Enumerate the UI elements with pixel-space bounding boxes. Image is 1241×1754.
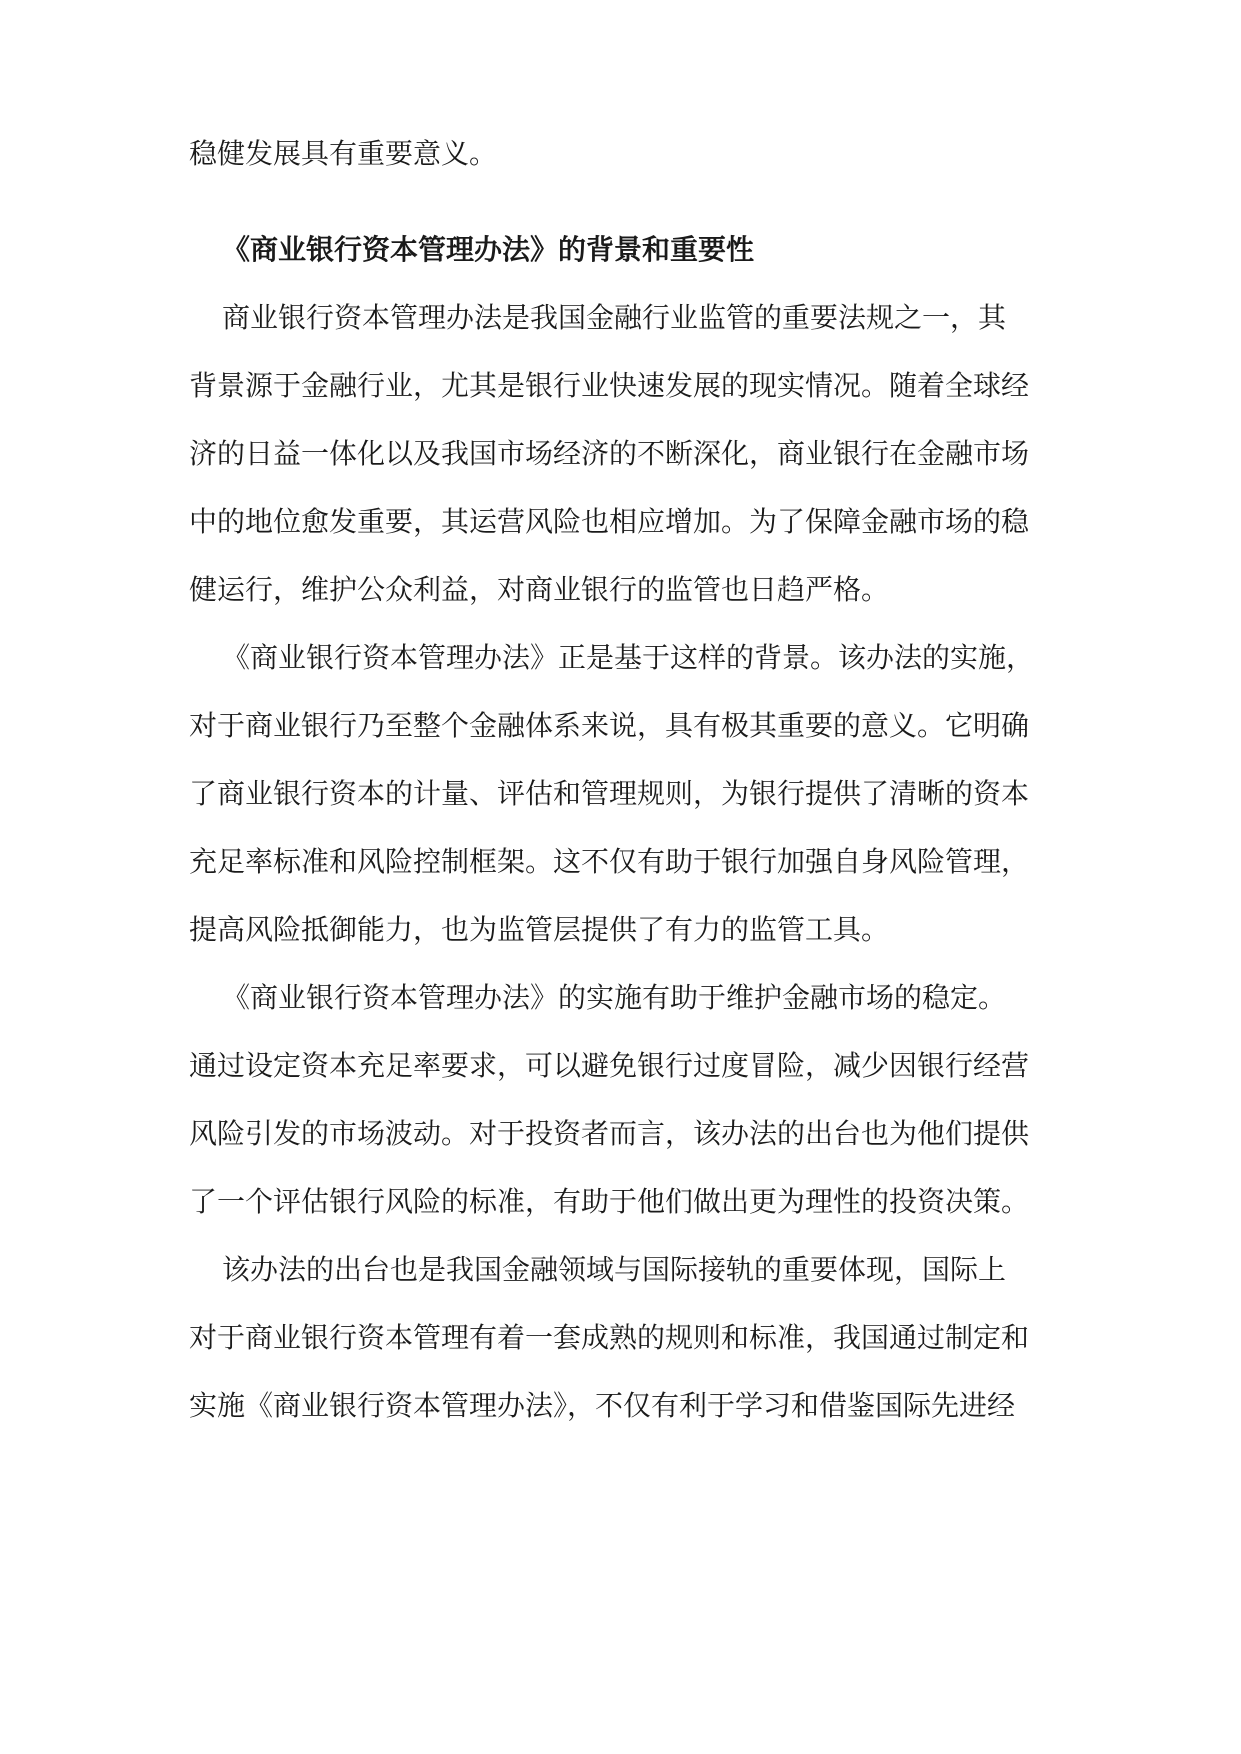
- paragraph-4-line-3: 实施《商业银行资本管理办法》，不仅有利于学习和借鉴国际先进经: [189, 1389, 1016, 1422]
- paragraph-2-line-3: 了商业银行资本的计量、评估和管理规则，为银行提供了清晰的资本: [189, 777, 1030, 810]
- paragraph-4-line-2: 对于商业银行资本管理有着一套成熟的规则和标准，我国通过制定和: [189, 1321, 1030, 1354]
- section-heading: 《商业银行资本管理办法》的背景和重要性: [222, 233, 755, 266]
- paragraph-3-line-3: 风险引发的市场波动。对于投资者而言，该办法的出台也为他们提供: [189, 1117, 1030, 1150]
- paragraph-1-line-1: 商业银行资本管理办法是我国金融行业监管的重要法规之一，其: [222, 301, 1007, 334]
- text-line-1: 稳健发展具有重要意义。: [189, 137, 498, 170]
- paragraph-1-line-5: 健运行，维护公众利益，对商业银行的监管也日趋严格。: [189, 573, 890, 606]
- paragraph-2-line-5: 提高风险抵御能力，也为监管层提供了有力的监管工具。: [189, 913, 890, 946]
- paragraph-1-line-2: 背景源于金融行业，尤其是银行业快速发展的现实情况。随着全球经: [189, 369, 1030, 402]
- paragraph-2-line-2: 对于商业银行乃至整个金融体系来说，具有极其重要的意义。它明确: [189, 709, 1030, 742]
- paragraph-3-line-4: 了一个评估银行风险的标准，有助于他们做出更为理性的投资决策。: [189, 1185, 1030, 1218]
- paragraph-2-line-4: 充足率标准和风险控制框架。这不仅有助于银行加强自身风险管理，: [189, 845, 1030, 878]
- paragraph-2-line-1: 《商业银行资本管理办法》正是基于这样的背景。该办法的实施，: [222, 641, 1035, 674]
- paragraph-1-line-4: 中的地位愈发重要，其运营风险也相应增加。为了保障金融市场的稳: [189, 505, 1030, 538]
- paragraph-3-line-1: 《商业银行资本管理办法》的实施有助于维护金融市场的稳定。: [222, 981, 1007, 1014]
- paragraph-3-line-2: 通过设定资本充足率要求，可以避免银行过度冒险，减少因银行经营: [189, 1049, 1030, 1082]
- paragraph-4-line-1: 该办法的出台也是我国金融领域与国际接轨的重要体现，国际上: [222, 1253, 1007, 1286]
- paragraph-1-line-3: 济的日益一体化以及我国市场经济的不断深化，商业银行在金融市场: [189, 437, 1030, 470]
